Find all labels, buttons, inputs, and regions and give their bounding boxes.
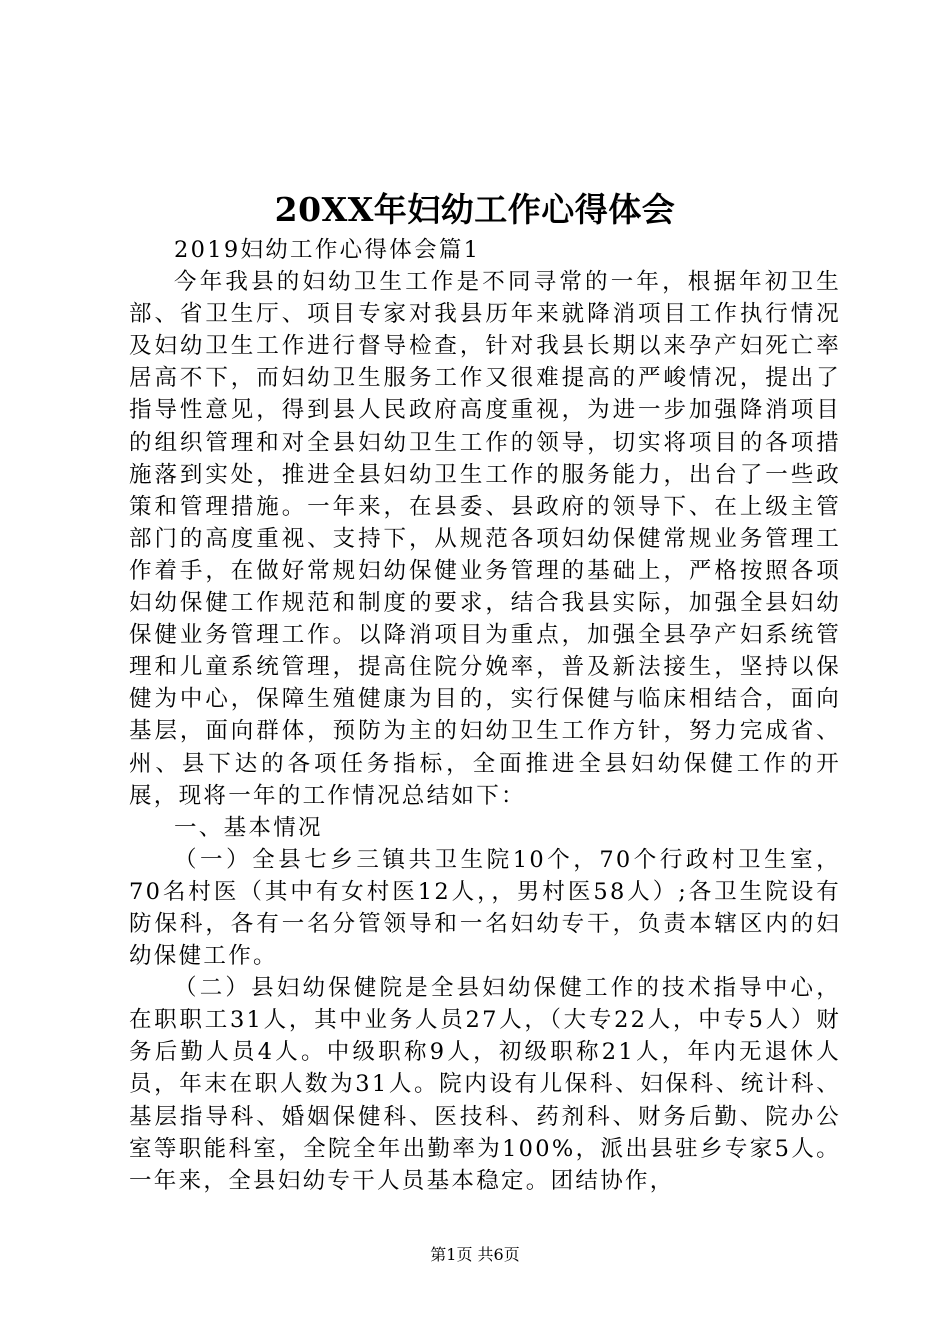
body-paragraph: （一）全县七乡三镇共卫生院10个，70个行政村卫生室，70名村医（其中有女村医12人，，男村医58人）;各卫生院设有防保科，各有一名分管领导和一名妇幼专干，负责本辖区内的妇幼保健工作。 xyxy=(129,846,841,970)
section-heading: 2019妇幼工作心得体会篇1 xyxy=(174,237,481,263)
body-paragraph: （二）县妇幼保健院是全县妇幼保健工作的技术指导中心，在职职工31人，其中业务人员27人，（大专22人，中专5人）财务后勤人员4人。中级职称9人，初级职称21人，年内无退休人员，年末在职人数为31人。院内设有儿保科、妇保科、统计科、基层指导科、婚姻保健科、医技科、药剂科、财务后勤、院办公室等职能科室，全院全年出勤率为100%，派出县驻乡专家5人。一年来，全县妇幼专干人员基本稳定。团结协作， xyxy=(129,975,841,1194)
page-footer: 第1页 共6页 xyxy=(430,1245,520,1264)
section-heading: 一、基本情况 xyxy=(174,814,323,841)
body-paragraph: 今年我县的妇幼卫生工作是不同寻常的一年，根据年初卫生部、省卫生厅、项目专家对我县历年来就降消项目工作执行情况及妇幼卫生工作进行督导检查，针对我县长期以来孕产妇死亡率居高不下，而妇幼卫生服务工作又很难提高的严峻情况，提出了指导性意见，得到县人民政府高度重视，为进一步加强降消项目的组织管理和对全县妇幼卫生工作的领导，切实将项目的各项措施落到实处，推进全县妇幼卫生工作的服务能力，出台了一些政策和管理措施。一年来，在县委、县政府的领导下、在上级主管部门的高度重视、支持下，从规范各项妇幼保健常规业务管理工作着手，在做好常规妇幼保健业务管理的基础上，严格按照各项妇幼保健工作规范和制度的要求，结合我县实际，加强全县妇幼保健业务管理工作。以降消项目为重点，加强全县孕产妇系统管理和儿童系统管理，提高住院分娩率，普及新法接生，坚持以保健为中心，保障生殖健康为目的，实行保健与临床相结合，面向基层，面向群体，预防为主的妇幼卫生工作方针，努力完成省、州、县下达的各项任务指标，全面推进全县妇幼保健工作的开展，现将一年的工作情况总结如下： xyxy=(129,269,841,809)
document-body xyxy=(129,234,841,1197)
document-title: 20XX年妇幼工作心得体会 xyxy=(274,190,676,229)
